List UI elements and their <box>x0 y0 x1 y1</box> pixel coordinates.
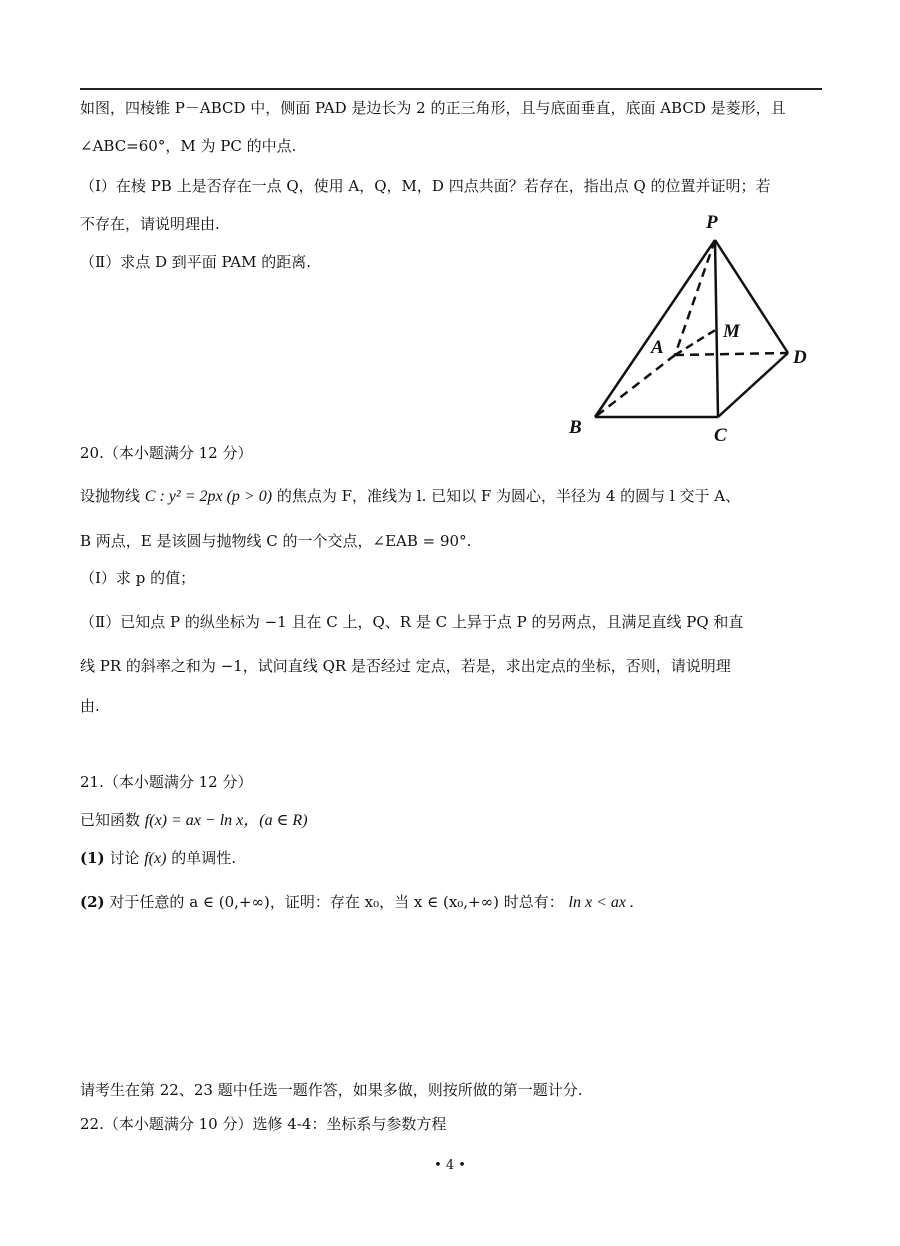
q21-function: f(x) = ax − ln x，(a ∈ R) <box>144 812 308 829</box>
q19-intro-line1: 如图，四棱锥 P－ABCD 中，侧面 PAD 是边长为 2 的正三角形，且与底面垂直，底面 ABCD 是菱形，且 <box>80 99 786 117</box>
elective-notice: 请考生在第 22、23 题中任选一题作答，如果多做，则按所做的第一题计分. <box>80 1081 583 1099</box>
q20-part2-line3: 由. <box>80 697 100 715</box>
q20-part2-line2: 线 PR 的斜率之和为 −1，试问直线 QR 是否经过 定点，若是，求出定点的坐标，否则，请说明理 <box>80 657 731 675</box>
q19-part2: （Ⅱ）求点 D 到平面 PAM 的距离. <box>80 253 311 271</box>
top-rule <box>80 88 822 90</box>
edge-PB <box>595 240 715 417</box>
q20-line1-text-a: 设抛物线 <box>80 487 141 505</box>
q19-part1-line1: （Ⅰ）在棱 PB 上是否存在一点 Q，使用 A，Q，M，D 四点共面？若存在，指出点 Q 的位置并证明；若 <box>80 177 771 195</box>
q21-part1-math: f(x) <box>144 850 167 867</box>
q21-line1 <box>80 810 308 831</box>
q20-line2: B 两点，E 是该圆与抛物线 C 的一个交点，∠EAB = 90°. <box>80 532 472 550</box>
q21-header: 21.（本小题满分 12 分） <box>80 773 253 791</box>
label-B: B <box>569 417 582 438</box>
q20-part1: （Ⅰ）求 p 的值； <box>80 569 196 587</box>
q21-part1 <box>80 848 236 869</box>
q21-part2-text: 对于任意的 a ∈ (0,+∞)，证明：存在 x₀，当 x ∈ (x₀,+∞) 时总有： <box>109 893 564 911</box>
q20-line1-text-b: 的焦点为 F，准线为 l. 已知以 F 为圆心，半径为 4 的圆与 l 交于 A、 <box>276 487 741 505</box>
q21-part2-inequality: ln x < ax . <box>568 894 634 911</box>
edge-AB <box>595 355 675 417</box>
pyramid-figure <box>560 205 820 450</box>
q20-line1 <box>80 486 740 507</box>
label-M: M <box>723 321 740 342</box>
edge-CD <box>718 353 788 417</box>
label-A: A <box>651 337 664 358</box>
edge-AM <box>675 329 717 355</box>
label-D: D <box>793 347 807 368</box>
label-P: P <box>706 212 718 233</box>
q20-header: 20.（本小题满分 12 分） <box>80 444 253 462</box>
q20-part2-line1: （Ⅱ）已知点 P 的纵坐标为 −1 且在 C 上，Q、R 是 C 上异于点 P 的另两点，且满足直线 PQ 和直 <box>80 613 744 631</box>
q21-part1-text-a: 讨论 <box>109 849 140 867</box>
label-C: C <box>714 425 727 446</box>
q21-part2-number: (2) <box>80 893 105 911</box>
edge-PA <box>675 240 715 355</box>
q21-line1-text: 已知函数 <box>80 811 141 829</box>
q19-part1-line2: 不存在，请说明理由. <box>80 215 220 233</box>
q20-parabola-equation: C : y² = 2px (p > 0) <box>144 488 273 505</box>
q22-header: 22.（本小题满分 10 分）选修 4-4：坐标系与参数方程 <box>80 1115 447 1133</box>
edge-AD <box>675 353 788 355</box>
edge-PC <box>715 240 718 417</box>
page-number: • 4 • <box>434 1158 466 1173</box>
q21-part1-number: (1) <box>80 849 105 867</box>
q21-part2 <box>80 892 634 913</box>
q21-part1-text-b: 的单调性. <box>171 849 236 867</box>
q19-intro-line2: ∠ABC=60°，M 为 PC 的中点. <box>80 137 297 155</box>
